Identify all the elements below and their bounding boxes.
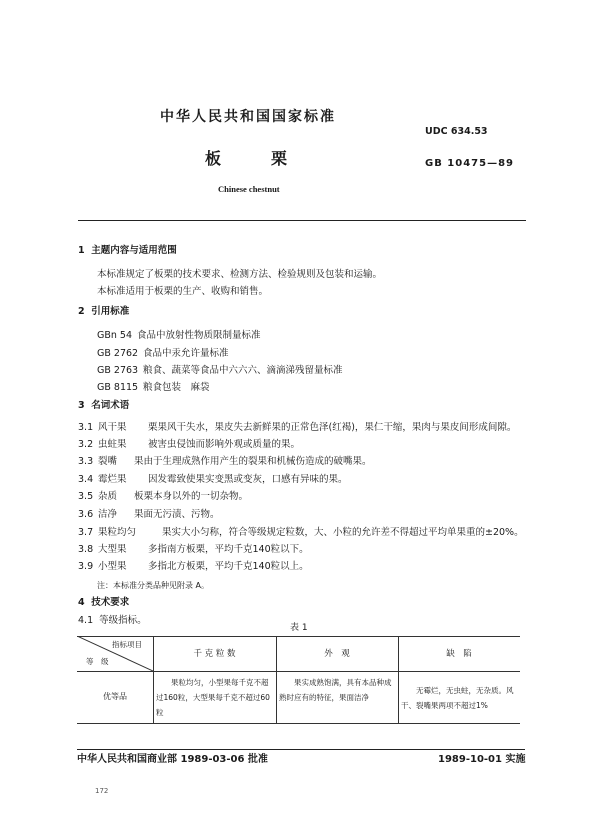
term-name: 风干果	[98, 422, 127, 433]
term-name: 大型果	[98, 544, 127, 555]
section-number: 1	[78, 245, 85, 256]
term-item	[78, 491, 248, 503]
section-2-heading	[78, 306, 129, 318]
corner-header-grade: 等 级	[86, 657, 109, 666]
header-kg-count: 千 克 粒 数	[193, 649, 236, 659]
section-4-heading	[78, 597, 129, 609]
term-number: 3.9	[78, 561, 94, 572]
subsection-text: 等级指标。	[99, 615, 147, 626]
page-number: 172	[95, 787, 109, 795]
term-number: 3.1	[78, 422, 94, 433]
reference-name: 食品中汞允许量标准	[143, 348, 229, 359]
header-rule	[78, 220, 526, 221]
section-number: 3	[78, 400, 85, 411]
header-appearance: 外 观	[324, 649, 350, 659]
reference-item	[97, 348, 229, 360]
paragraph: 本标准适用于板栗的生产、收购和销售。	[97, 286, 269, 297]
reference-code: GBn 54	[97, 330, 133, 341]
term-name: 果粒均匀	[98, 527, 137, 538]
term-item	[78, 544, 309, 556]
section-number: 4	[78, 597, 85, 608]
document-title: 板 栗	[205, 149, 294, 168]
standard-code: GB 10475—89	[425, 158, 515, 169]
section-title: 技术要求	[91, 597, 130, 608]
section-3-heading	[78, 400, 129, 412]
term-name: 小型果	[98, 561, 127, 572]
subsection-number: 4.1	[78, 615, 94, 626]
reference-name: 粮食包装 麻袋	[143, 382, 210, 393]
term-definition: 栗果风干失水，果皮失去新鲜果的正常色泽(红褐)，果仁干缩，果肉与果皮间形成间隙。	[148, 422, 517, 433]
table-bottom-rule	[77, 723, 520, 724]
cell-defects: 无霉烂，无虫蛀，无杂质。风干、裂嘴果两项不超过1%	[401, 686, 514, 710]
table-caption: 表 1	[290, 623, 308, 633]
term-definition: 被害虫侵蚀而影响外观或质量的果。	[148, 439, 301, 450]
term-item	[78, 527, 524, 539]
term-number: 3.2	[78, 439, 94, 450]
section-title: 主题内容与适用范围	[91, 245, 177, 256]
reference-name: 食品中放射性物质限制量标准	[137, 330, 261, 341]
reference-item	[97, 365, 343, 377]
term-number: 3.3	[78, 456, 94, 467]
term-item	[78, 422, 516, 434]
term-name: 杂质	[98, 491, 118, 502]
cell-count: 果粒均匀，小型果每千克不超过160粒，大型果每千克不超过60粒	[156, 678, 270, 717]
header-defects: 缺 陷	[446, 649, 472, 659]
term-definition: 果由于生理成熟作用产生的裂果和机械伤造成的破嘴果。	[134, 456, 372, 467]
term-number: 3.8	[78, 544, 94, 555]
english-title: Chinese chestnut	[218, 184, 280, 194]
term-item	[78, 439, 300, 451]
term-definition: 板栗本身以外的一切杂物。	[134, 491, 249, 502]
cell-appearance: 果实成熟饱满，具有本品种成熟时应有的特征，果面洁净	[279, 678, 392, 702]
term-name: 霉烂果	[98, 474, 127, 485]
reference-code: GB 2762	[97, 348, 139, 359]
term-item	[78, 561, 309, 573]
paragraph: 本标准规定了板栗的技术要求、检测方法、检验规则及包装和运输。	[97, 269, 383, 280]
reference-code: GB 8115	[97, 382, 139, 393]
classification-note: 注：本标准分类品种见附录 A。	[97, 581, 210, 590]
reference-name: 粮食、蔬菜等食品中六六六、滴滴涕残留量标准	[143, 365, 343, 376]
section-number: 2	[78, 306, 85, 317]
term-name: 洁净	[98, 509, 118, 520]
udc-number: UDC 634.53	[425, 126, 488, 137]
term-definition: 因发霉致使果实变黑或变灰，口感有异味的果。	[148, 474, 348, 485]
term-item	[78, 509, 220, 521]
term-name: 裂嘴	[98, 456, 118, 467]
effective-date: 1989-10-01 实施	[438, 754, 526, 765]
term-number: 3.6	[78, 509, 94, 520]
national-standard-heading: 中华人民共和国国家标准	[160, 109, 336, 125]
table-header-rule	[77, 671, 520, 672]
term-definition: 多指北方板栗，平均千克140粒以上。	[148, 561, 309, 572]
term-item	[78, 474, 348, 486]
reference-item	[97, 330, 261, 342]
term-definition: 果实大小匀称，符合等级规定粒数，大、小粒的允许差不得超过平均单果重的±20%。	[162, 527, 524, 538]
term-number: 3.4	[78, 474, 94, 485]
reference-item	[97, 382, 210, 394]
term-number: 3.7	[78, 527, 94, 538]
corner-header-items: 指标项目	[112, 640, 142, 649]
term-definition: 果面无污渍、污物。	[134, 509, 220, 520]
term-name: 虫蛀果	[98, 439, 127, 450]
section-title: 名词术语	[91, 400, 130, 411]
approval-line: 中华人民共和国商业部 1989-03-06 批准	[77, 754, 268, 765]
term-item	[78, 456, 372, 468]
reference-code: GB 2763	[97, 365, 139, 376]
subsection-4-1	[78, 615, 147, 627]
footer-rule	[77, 749, 525, 750]
term-number: 3.5	[78, 491, 94, 502]
cell-grade: 优等品	[103, 692, 127, 701]
section-1-heading	[78, 245, 177, 257]
section-title: 引用标准	[91, 306, 130, 317]
term-definition: 多指南方板栗，平均千克140粒以下。	[148, 544, 309, 555]
